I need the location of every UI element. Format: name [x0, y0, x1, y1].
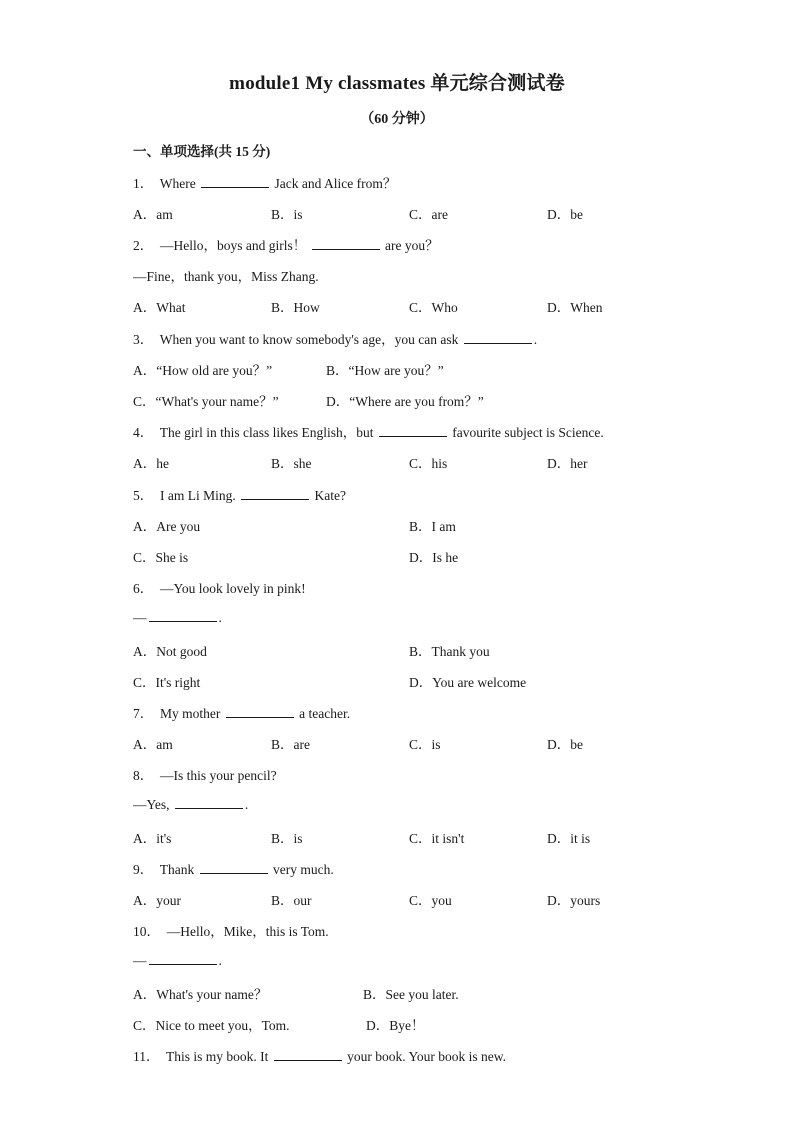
answer-blank [175, 796, 243, 809]
answer-blank [464, 331, 532, 344]
option-d: D．Is he [409, 550, 459, 565]
question-7: 7． My mother a teacher. [133, 706, 351, 721]
option-a: A．What [133, 300, 186, 315]
answer-blank [201, 175, 269, 188]
page-title: module1 My classmates 单元综合测试卷 [229, 73, 565, 94]
option-c: C．It's right [133, 675, 201, 690]
option-a: A．he [133, 456, 169, 471]
answer-blank [200, 861, 268, 874]
answer-blank [312, 237, 380, 250]
option-d: D．Bye！ [366, 1018, 425, 1033]
option-b: B．See you later. [363, 987, 459, 1002]
option-c: C．Who [409, 300, 458, 315]
option-a: A．your [133, 893, 181, 908]
option-b: B．is [271, 207, 303, 222]
option-d: D．yours [547, 893, 601, 908]
time-limit: （60 分钟） [360, 112, 434, 127]
option-c: C．is [409, 737, 441, 752]
option-a: A．“How old are you？” [133, 363, 273, 378]
question-6-reply: — . [133, 610, 222, 625]
option-d: D．her [547, 456, 588, 471]
option-a: A．Are you [133, 519, 201, 534]
option-c: C．She is [133, 550, 189, 565]
question-10: 10． —Hello，Mike，this is Tom. [133, 924, 329, 939]
question-9: 9． Thank very much. [133, 862, 334, 877]
option-a: A．What's your name？ [133, 987, 268, 1002]
option-d: D．be [547, 737, 583, 752]
question-3: 3． When you want to know somebody's age，you can ask . [133, 332, 538, 347]
option-b: B．“How are you？” [326, 363, 444, 378]
option-c: C．“What's your name？” [133, 394, 279, 409]
answer-blank [241, 487, 309, 500]
question-8-reply: —Yes, . [133, 797, 249, 812]
answer-blank [274, 1048, 342, 1061]
question-2-reply: —Fine，thank you，Miss Zhang. [133, 269, 319, 284]
option-d: D．it is [547, 831, 591, 846]
option-b: B．she [271, 456, 312, 471]
option-a: A．Not good [133, 644, 207, 659]
option-d: D．When [547, 300, 603, 315]
option-d: D．be [547, 207, 583, 222]
question-5: 5． I am Li Ming. Kate? [133, 488, 346, 503]
option-b: B．are [271, 737, 310, 752]
option-b: B．I am [409, 519, 456, 534]
question-11: 11． This is my book. It your book. Your book is new. [133, 1049, 507, 1064]
option-c: C．you [409, 893, 452, 908]
question-1: 1． Where Jack and Alice from？ [133, 176, 397, 191]
option-c: C．are [409, 207, 448, 222]
option-b: B．is [271, 831, 303, 846]
option-d: D．You are welcome [409, 675, 527, 690]
option-a: A．it's [133, 831, 172, 846]
option-b: B．How [271, 300, 320, 315]
question-4: 4． The girl in this class likes English，but favourite subject is Science. [133, 425, 604, 440]
option-b: B．Thank you [409, 644, 490, 659]
answer-blank [379, 424, 447, 437]
answer-blank [226, 705, 294, 718]
question-6: 6． —You look lovely in pink! [133, 581, 306, 596]
option-d: D．“Where are you from？” [326, 394, 484, 409]
option-c: C．it isn't [409, 831, 465, 846]
option-a: A．am [133, 207, 173, 222]
option-b: B．our [271, 893, 312, 908]
question-2: 2． —Hello，boys and girls！ are you？ [133, 238, 439, 253]
option-a: A．am [133, 737, 173, 752]
section-heading: 一、单项选择(共 15 分) [133, 144, 271, 159]
question-8: 8． —Is this your pencil? [133, 768, 277, 783]
answer-blank [149, 609, 217, 622]
question-10-reply: — . [133, 953, 222, 968]
option-c: C．Nice to meet you，Tom. [133, 1018, 290, 1033]
answer-blank [149, 952, 217, 965]
option-c: C．his [409, 456, 448, 471]
